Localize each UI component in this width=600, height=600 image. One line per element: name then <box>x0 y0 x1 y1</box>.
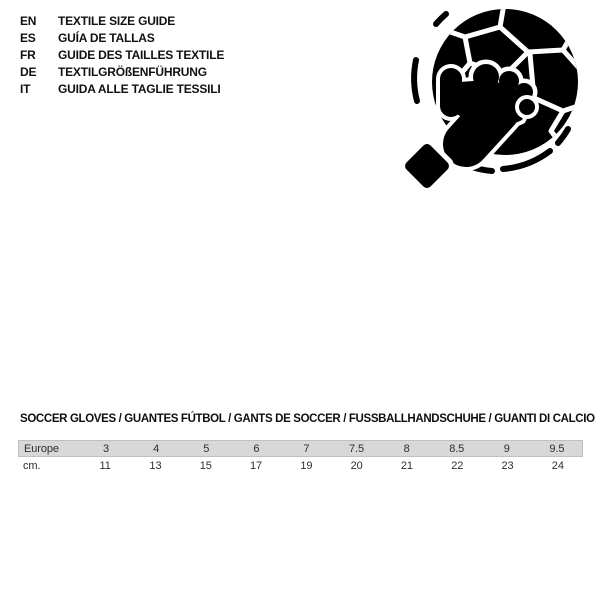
glove-hand <box>403 60 539 190</box>
size-row-label: Europe <box>24 442 59 455</box>
curled-finger <box>515 95 539 119</box>
size-value-cell: 7.5 <box>349 442 365 455</box>
size-value-cell: 13 <box>149 460 162 472</box>
size-value-cell: 4 <box>153 442 160 455</box>
language-row <box>20 81 224 98</box>
language-row <box>20 46 224 63</box>
size-value-cell: 7 <box>303 442 310 455</box>
size-value-cell: 8.5 <box>449 442 465 455</box>
size-value-cell: 22 <box>451 460 464 472</box>
size-value-cell: 15 <box>199 460 212 472</box>
language-code: IT <box>20 82 31 97</box>
language-code: EN <box>20 13 37 28</box>
size-value-cell: 11 <box>99 460 111 472</box>
language-label: GUIDE DES TAILLES TEXTILE <box>58 47 225 62</box>
size-table <box>18 440 583 475</box>
size-table-europe-row <box>18 440 583 457</box>
goalkeeper-glove-ball-icon <box>400 0 600 200</box>
size-table-title: SOCCER GLOVES / GUANTES FÚTBOL / GANTS DE SOCCER / FUSSBALLHANDSCHUHE / GUANTI DI CALCIO <box>20 413 595 425</box>
language-label: GUÍA DE TALLAS <box>58 30 155 45</box>
language-code: FR <box>20 47 36 62</box>
language-label: TEXTILGRÖßENFÜHRUNG <box>58 65 207 80</box>
size-value-cell: 24 <box>551 460 564 472</box>
size-value-cell: 23 <box>501 460 514 472</box>
language-row <box>20 12 224 29</box>
size-value-cell: 3 <box>103 442 110 455</box>
language-code: DE <box>20 65 37 80</box>
language-code: ES <box>20 30 36 45</box>
size-value-cell: 19 <box>300 460 313 472</box>
language-row <box>20 64 224 81</box>
size-value-cell: 5 <box>203 442 210 455</box>
size-row-label: cm. <box>23 460 41 472</box>
language-label: GUIDA ALLE TAGLIE TESSILI <box>58 82 221 97</box>
size-value-cell: 9 <box>503 442 510 455</box>
size-value-cell: 20 <box>350 460 363 472</box>
size-value-cell: 21 <box>400 460 413 472</box>
language-row <box>20 29 224 46</box>
size-table-cm-row <box>18 457 583 475</box>
size-value-cell: 6 <box>253 442 260 455</box>
size-value-cell: 8 <box>403 442 410 455</box>
language-label: TEXTILE SIZE GUIDE <box>58 13 176 28</box>
language-list <box>20 12 224 98</box>
size-value-cell: 17 <box>250 460 263 472</box>
size-value-cell: 9.5 <box>549 442 565 455</box>
